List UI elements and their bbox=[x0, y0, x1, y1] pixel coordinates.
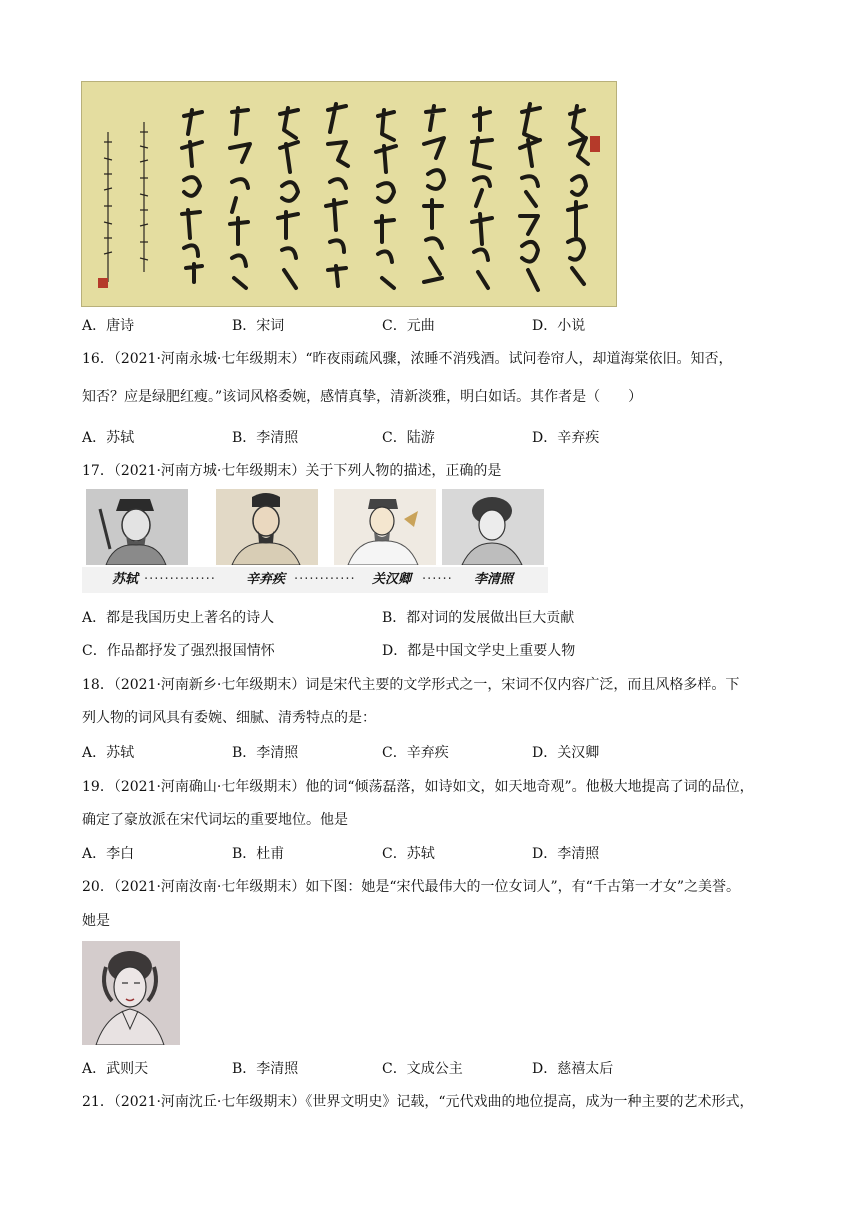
q16-option-c: C．陆游 bbox=[382, 430, 435, 446]
caption-li-qingzhao: 李清照 bbox=[474, 572, 514, 587]
q20-portrait-image bbox=[82, 941, 180, 1045]
q20-option-d: D．慈禧太后 bbox=[532, 1061, 614, 1077]
q15-option-d: D．小说 bbox=[532, 318, 586, 334]
caption-xin-qiji: 辛弃疾 bbox=[246, 572, 286, 587]
q20-option-a: A．武则天 bbox=[82, 1061, 149, 1077]
portrait-xin-qiji bbox=[216, 489, 318, 565]
q17-option-a: A．都是我国历史上著名的诗人 bbox=[82, 610, 275, 626]
caption-dots: ······ bbox=[422, 572, 453, 587]
q17-option-b: B．都对词的发展做出巨大贡献 bbox=[382, 610, 575, 626]
q17-option-d: D．都是中国文学史上重要人物 bbox=[382, 643, 576, 659]
portrait-li-qingzhao bbox=[442, 489, 544, 565]
calligraphy-scroll-image bbox=[81, 81, 617, 307]
q18-stem-line1: 18．（2021·河南新乡·七年级期末）词是宋代主要的文学形式之一，宋词不仅内容广泛，而且风格多样。下 bbox=[82, 677, 740, 693]
q19-option-b: B．杜甫 bbox=[232, 846, 285, 862]
caption-guan-hanqing: 关汉卿 bbox=[372, 572, 412, 587]
q16-stem-line1: 16．（2021·河南永城·七年级期末）“昨夜雨疏风骤，浓睡不消残酒。试问卷帘人，却道海棠依旧。知否， bbox=[82, 351, 733, 367]
q16-option-d: D．辛弃疾 bbox=[532, 430, 600, 446]
caption-dots: ············ bbox=[294, 572, 356, 587]
q15-option-c: C．元曲 bbox=[382, 318, 435, 334]
caption-dots: ·············· bbox=[144, 572, 216, 587]
q21-stem-line1: 21．（2021·河南沈丘·七年级期末）《世界文明史》记载，“元代戏曲的地位提高，成为一种主要的艺术形式， bbox=[82, 1094, 754, 1110]
q15-option-a: A．唐诗 bbox=[82, 318, 135, 334]
q19-option-c: C．苏轼 bbox=[382, 846, 435, 862]
calligraphy-drawing bbox=[82, 82, 617, 307]
portrait-guan-hanqing bbox=[334, 489, 436, 565]
q16-option-b: B．李清照 bbox=[232, 430, 299, 446]
q20-stem-line1: 20．（2021·河南汝南·七年级期末）如下图：她是“宋代最伟大的一位女词人”，有“千古第一才女”之美誉。 bbox=[82, 879, 740, 895]
q17-option-c: C．作品都抒发了强烈报国情怀 bbox=[82, 643, 275, 659]
q18-option-c: C．辛弃疾 bbox=[382, 745, 449, 761]
q17-portraits-image bbox=[82, 489, 548, 597]
caption-su-shi: 苏轼 bbox=[112, 572, 139, 587]
q18-option-a: A．苏轼 bbox=[82, 745, 135, 761]
q19-stem-line2: 确定了豪放派在宋代词坛的重要地位。他是 bbox=[82, 812, 348, 828]
q17-stem-line1: 17．（2021·河南方城·七年级期末）关于下列人物的描述，正确的是 bbox=[82, 463, 502, 479]
q19-stem-line1: 19．（2021·河南确山·七年级期末）他的词“倾荡磊落，如诗如文，如天地奇观”。他极大地提高了词的品位， bbox=[82, 779, 754, 795]
q15-option-b: B．宋词 bbox=[232, 318, 285, 334]
q19-option-a: A．李白 bbox=[82, 846, 135, 862]
q20-stem-line2: 她是 bbox=[82, 913, 110, 929]
portrait-su-shi bbox=[86, 489, 188, 565]
portrait-caption-bar bbox=[82, 567, 548, 593]
q20-option-b: B．李清照 bbox=[232, 1061, 299, 1077]
q19-option-d: D．李清照 bbox=[532, 846, 600, 862]
q18-stem-line2: 列人物的词风具有委婉、细腻、清秀特点的是： bbox=[82, 710, 376, 726]
q18-option-b: B．李清照 bbox=[232, 745, 299, 761]
q16-option-a: A．苏轼 bbox=[82, 430, 135, 446]
q20-option-c: C．文成公主 bbox=[382, 1061, 463, 1077]
q18-option-d: D．关汉卿 bbox=[532, 745, 600, 761]
q16-stem-line2: 知否？应是绿肥红瘦。”该词风格委婉，感情真挚，清新淡雅，明白如话。其作者是（ ） bbox=[82, 389, 643, 405]
